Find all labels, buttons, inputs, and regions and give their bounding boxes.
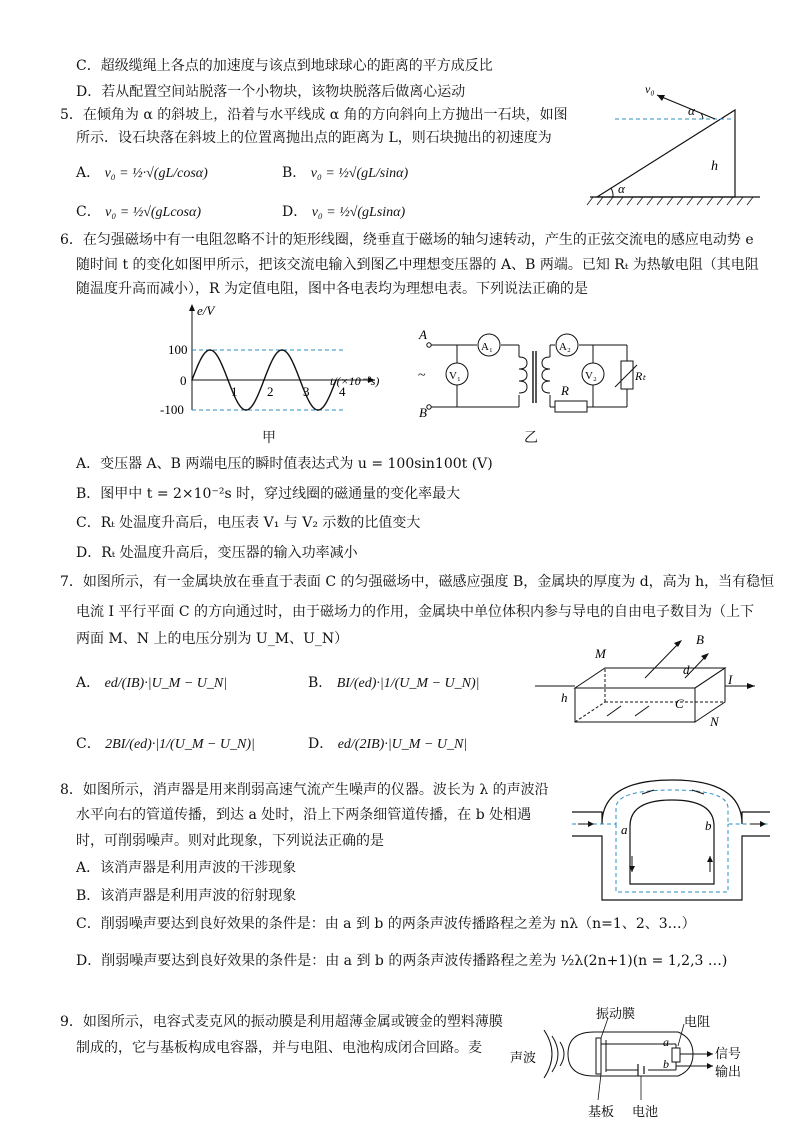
q5-option-d-label: D． <box>282 204 308 220</box>
q6-option-a: A．变压器 A、B 两端电压的瞬时值表达式为 u = 100sin100t (V) <box>76 456 493 472</box>
point-a-label: a <box>663 1035 669 1049</box>
q5-option-a <box>76 164 208 183</box>
x-tick-label-2: 2 <box>267 384 274 399</box>
a1-label: A₁ <box>481 341 493 353</box>
signal-label: 信号 <box>715 1046 742 1061</box>
q8-option-c: C．削弱噪声要达到良好效果的条件是：由 a 到 b 的两条声波传播路程之差为 nλ（n=1、2、3…） <box>76 916 696 932</box>
q5-option-b-expr: v₀ = ½√(gL/sinα) <box>310 166 409 181</box>
b-label: B <box>696 632 704 647</box>
output-label: 输出 <box>715 1064 742 1079</box>
rt-label: Rₜ <box>635 369 646 383</box>
q5-option-a-label: A． <box>76 165 101 181</box>
q9-microphone-figure <box>508 1004 750 1122</box>
x-tick-label-1: 1 <box>231 384 238 399</box>
block-top-face <box>575 668 725 688</box>
q7-option-d-expr: ed/(2IB)·|U_M − U_N| <box>337 737 468 752</box>
h-label: h <box>561 690 568 705</box>
data-point-3 <box>245 409 247 411</box>
q4-option-d: D．若从配置空间站脱落一个小物块，该物块脱落后做离心运动 <box>76 84 466 100</box>
data-point-0 <box>191 379 193 381</box>
alpha-bottom-label: α <box>618 181 625 196</box>
q6-stem-line3: 随温度升高而减小），R 为定值电阻，图中各电表均为理想电表。下列说法正确的是 <box>76 281 588 297</box>
q8-stem-line3: 时，可削弱噪声。则对此现象，下列说法正确的是 <box>76 833 384 849</box>
diaphragm-plate <box>596 1038 601 1074</box>
q6-option-c: C．Rₜ 处温度升高后，电压表 V₁ 与 V₂ 示数的比值变大 <box>76 515 421 531</box>
q7-option-a <box>76 674 227 693</box>
q7-option-b-expr: BI/(ed)·|1/(U_M − U_N)| <box>336 676 480 691</box>
q5-option-c <box>76 203 201 222</box>
m-label: M <box>595 646 606 661</box>
battery-label: 电池 <box>632 1104 659 1119</box>
a2-label: A₂ <box>559 341 571 353</box>
q5-option-d-expr: v₀ = ½√(gLsinα) <box>311 205 406 220</box>
q7-option-b <box>308 674 479 693</box>
q7-option-a-label: A． <box>76 675 101 691</box>
point-b-label: b <box>705 818 712 833</box>
v0-label: v₀ <box>645 82 655 96</box>
data-point-5 <box>281 349 283 351</box>
fig-yi-label: 乙 <box>524 430 538 446</box>
alpha-top-label: α <box>688 103 695 118</box>
q6-stem-line1: 6．在匀强磁场中有一电阻忽略不计的矩形线圈，绕垂直于磁场的轴匀速转动，产生的正弦交流电的感应电动势 e <box>60 232 754 248</box>
data-point-4 <box>263 379 265 381</box>
x-tick-label-3: 3 <box>303 384 310 399</box>
q7-option-c-label: C． <box>76 736 101 752</box>
point-b-label: b <box>663 1057 669 1071</box>
q4-option-c: C．超级缆绳上各点的加速度与该点到地球球心的距离的平方成反比 <box>76 58 493 74</box>
q7-option-d <box>308 735 467 754</box>
y-axis-label: e/V <box>197 303 215 318</box>
q6-option-d: D．Rₜ 处温度升高后，变压器的输入功率减小 <box>76 545 358 561</box>
n-label: N <box>710 714 719 729</box>
diaphragm-label: 振动膜 <box>596 1006 636 1021</box>
q7-option-b-label: B． <box>308 675 333 691</box>
q5-option-b-label: B． <box>282 165 307 181</box>
terminal-b-label: B <box>419 405 427 420</box>
r-label: R <box>561 383 569 398</box>
q8-option-a: A．该消声器是利用声波的干涉现象 <box>76 860 297 876</box>
data-point-7 <box>317 409 319 411</box>
q8-muffler-figure <box>572 772 772 904</box>
q5-stem-line1: 5．在倾角为 α 的斜坡上，沿着与水平线成 α 角的方向斜向上方抛出一石块，如图 <box>60 107 568 123</box>
data-point-2 <box>227 379 229 381</box>
data-point-6 <box>299 379 301 381</box>
q7-option-a-expr: ed/(IB)·|U_M − U_N| <box>104 676 228 691</box>
i-label: I <box>728 672 733 687</box>
q9-stem-line2: 制成的，它与基板构成电容器，并与电阻、电池构成闭合回路。麦 <box>76 1040 482 1056</box>
x-tick-label-0: 0 <box>180 373 187 388</box>
q5-stem-line2: 所示．设石块落在斜坡上的位置离抛出点的距离为 L，则石块抛出的初速度为 <box>76 130 552 146</box>
q7-metal-block-figure <box>535 630 770 730</box>
q8-stem-line2: 水平向右的管道传播，到达 a 处时，沿上下两条细管道传播，在 b 处相遇 <box>76 807 532 823</box>
h-label: h <box>711 159 718 174</box>
q7-stem-line2: 电流 I 平行平面 C 的方向通过时，由于磁场力的作用，金属块中单位体积内参与导电的自由电子数目为（上下 <box>76 604 755 620</box>
q5-option-c-label: C． <box>76 204 101 220</box>
q5-option-b <box>282 164 408 183</box>
q5-option-a-expr: v₀ = ½·√(gL/cosα) <box>104 166 208 181</box>
ac-source-symbol: ~ <box>418 368 426 383</box>
v1-label: V₁ <box>449 370 461 382</box>
sound-wave-label: 声波 <box>510 1050 537 1065</box>
v2-label: V₂ <box>585 370 597 382</box>
base-label: 基板 <box>588 1104 615 1119</box>
q6-sine-chart <box>160 302 410 417</box>
x-tick-label-4: 4 <box>339 384 346 399</box>
q7-stem-line1: 7．如图所示，有一金属块放在垂直于表面 C 的匀强磁场中，磁感应强度 B，金属块的厚度为 d，高为 h，当有稳恒 <box>60 574 775 590</box>
q7-option-d-label: D． <box>308 736 334 752</box>
point-a-label: a <box>621 822 628 837</box>
q5-incline-figure <box>585 75 765 210</box>
q5-option-c-expr: v₀ = ½√(gLcosα) <box>105 205 202 220</box>
q6-option-b: B．图甲中 t = 2×10⁻²s 时，穿过线圈的磁通量的变化率最大 <box>76 486 461 502</box>
q7-stem-line3: 两面 M、N 上的电压分别为 U_M、U_N） <box>76 631 349 647</box>
x-axis-label: t/(×10⁻²s) <box>330 374 380 388</box>
q9-stem-line1: 9．如图所示，电容式麦克风的振动膜是利用超薄金属或镀金的塑料薄膜 <box>60 1014 503 1030</box>
data-point-1 <box>209 349 211 351</box>
fig-jia-label: 甲 <box>262 430 276 446</box>
muffler-inner-wall <box>630 800 714 884</box>
q7-option-c <box>76 735 255 754</box>
q7-option-c-expr: 2BI/(ed)·|1/(U_M − U_N)| <box>105 737 255 752</box>
q6-stem-line2: 随时间 t 的变化如图甲所示，把该交流电输入到图乙中理想变压器的 A、B 两端。已知 Rₜ 为热敏电阻（其电阻 <box>76 257 759 273</box>
q8-option-d: D．削弱噪声要达到良好效果的条件是：由 a 到 b 的两条声波传播路程之差为 ½λ(2n+1)(n = 1,2,3 …) <box>76 953 728 969</box>
y-tick-label--100: -100 <box>160 402 184 417</box>
resistor-label: 电阻 <box>684 1014 711 1029</box>
q6-transformer-circuit <box>415 325 645 420</box>
y-tick-label-100: 100 <box>168 342 188 357</box>
q8-stem-line1: 8．如图所示，消声器是用来削弱高速气流产生噪声的仪器。波长为 λ 的声波沿 <box>60 782 549 798</box>
c-label: C <box>675 696 684 711</box>
d-label: d <box>683 662 690 677</box>
terminal-a-label: A <box>419 327 427 342</box>
resistor-symbol <box>672 1048 680 1062</box>
resistor-r <box>555 401 587 412</box>
q5-option-d <box>282 203 405 222</box>
q8-option-b: B．该消声器是利用声波的衍射现象 <box>76 888 297 904</box>
